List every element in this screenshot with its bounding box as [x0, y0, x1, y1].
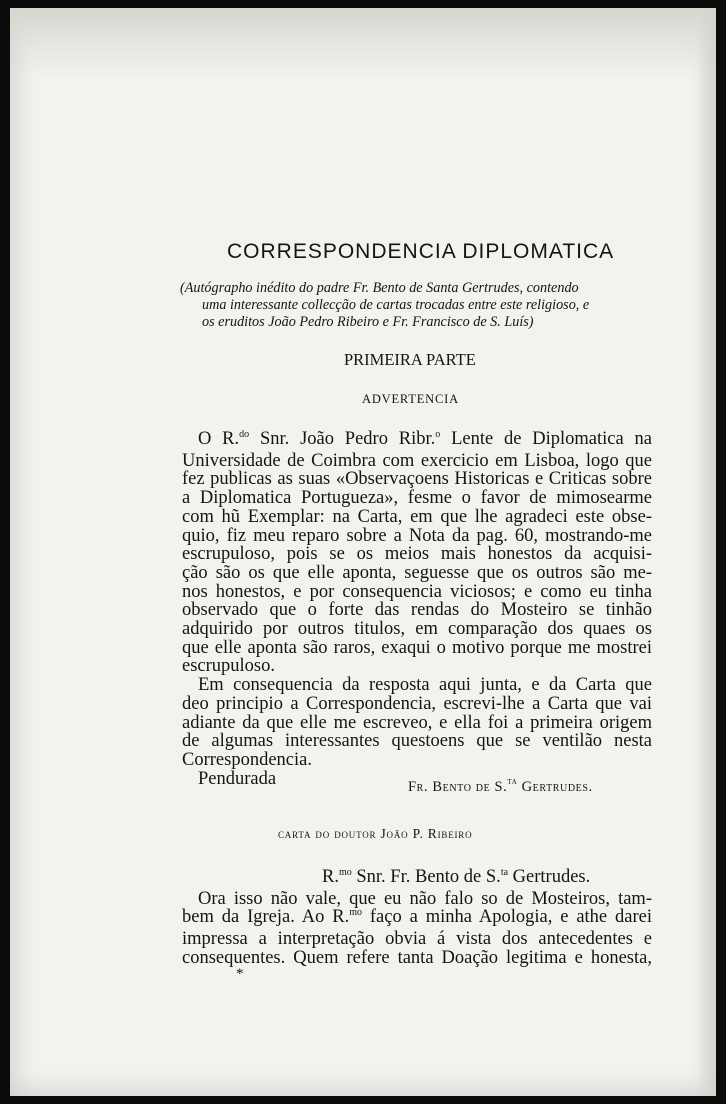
advertencia-text [182, 430, 652, 788]
document-page [10, 8, 716, 1096]
subtitle-line: (Autógrapho inédito do padre Fr. Bento de Santa Gertrudes, contendo [180, 280, 579, 296]
place-name: Pendurada [198, 768, 277, 789]
text-line: nos honestos, e por consequencia viciosos; e como eu tinha [182, 581, 652, 602]
part-heading: PRIMEIRA PARTE [344, 350, 476, 369]
text-line: fez publicas as suas «Observaçoens Historicas e Criticas sobre [182, 469, 652, 490]
signature: Fr. Bento de S.$^{ta}$ Gertrudes. [408, 776, 593, 795]
text-line: deo principio a Correspondencia, escrevi-lhe a Carta que vai [182, 693, 652, 714]
text-line: quio, fiz meu reparo sobre a Nota da pag. 60, mostrando-me [182, 525, 652, 546]
subtitle-line: os eruditos João Pedro Ribeiro e Fr. Francisco de S. Luís) [202, 314, 534, 330]
text-line: bem da Igreja. Ao R.$^{mo}$ faço a minha Apologia, e athe darei [182, 907, 653, 928]
letter-heading: carta do doutor João P. Ribeiro [278, 826, 473, 841]
text-line: escrupuloso. [182, 656, 275, 677]
letter-salutation: R.$^{mo}$ Snr. Fr. Bento de S.$^{ta}$ Gertrudes. [322, 867, 591, 887]
text-line: Universidade de Coimbra com exercicio em Lisboa, logo que [182, 450, 652, 471]
text-line: observado que o forte das rendas do Mosteiro se tinhão [182, 600, 652, 621]
text-line: Ora isso não vale, que eu não falo so de Mosteiros, tam- [198, 888, 652, 909]
text-line: de algumas interessantes questoens que se ventilão nesta [182, 731, 652, 752]
text-line: ção são os que elle aponta, seguesse que os outros são me- [182, 562, 652, 583]
document-subtitle [180, 280, 650, 331]
text-line: que elle aponta são raros, exaqui o motivo porque me mostrei [182, 637, 652, 658]
text-line: consequentes. Quem refere tanta Doação legitima e honesta, [182, 947, 652, 968]
subtitle-line: uma interessante collecção de cartas trocadas entre este religioso, e [202, 297, 590, 313]
text-line: impressa a interpretação obvia á vista dos antecedentes e [182, 929, 652, 950]
letter-text [182, 868, 652, 968]
section-heading: ADVERTENCIA [362, 392, 459, 406]
document-title: CORRESPONDENCIA DIPLOMATICA [227, 240, 615, 263]
text-line: com hũ Exemplar: na Carta, em que lhe agradeci este obse- [182, 506, 652, 527]
text-line: Em consequencia da resposta aqui junta, e da Carta que [198, 675, 652, 696]
text-line: adquirido por outros titulos, em comparação dos quaes os [182, 619, 652, 640]
text-line: adiante da que elle me escreveo, e ella foi a primeira origem [182, 712, 652, 733]
text-line: Correspondencia. [182, 749, 312, 770]
footnote-mark: * [236, 966, 244, 982]
text-line: a Diplomatica Portugueza», fesme o favor de mimosearme [182, 488, 652, 509]
text-line: O R.$^{do}$ Snr. João Pedro Ribr.$^o$ Lente de Diplomatica na [198, 429, 652, 449]
text-line: escrupuloso, pois se os meios mais honestos da acquisi- [182, 544, 652, 565]
